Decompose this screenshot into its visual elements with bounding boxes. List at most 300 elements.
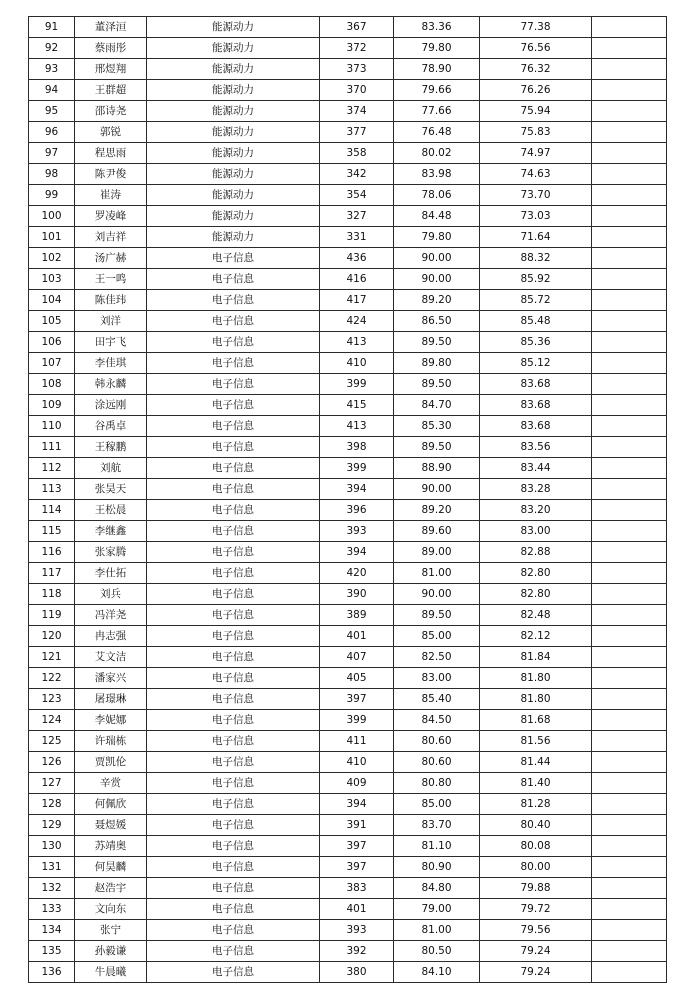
total-score-cell: 81.40: [480, 773, 592, 794]
note-cell: [592, 59, 667, 80]
table-row: [29, 752, 667, 773]
total-score-cell: 74.97: [480, 143, 592, 164]
major-cell: 能源动力: [147, 101, 320, 122]
name-cell: 何昊麟: [75, 857, 147, 878]
table-row: [29, 584, 667, 605]
name-cell: 罗凌峰: [75, 206, 147, 227]
interview-score-cell: 89.50: [394, 332, 480, 353]
score-cell: 413: [320, 332, 394, 353]
name-cell: 贾凯伦: [75, 752, 147, 773]
total-score-cell: 81.80: [480, 689, 592, 710]
interview-score-cell: 81.00: [394, 920, 480, 941]
interview-score-cell: 81.10: [394, 836, 480, 857]
rank-cell: 118: [29, 584, 75, 605]
total-score-cell: 83.44: [480, 458, 592, 479]
table-row: [29, 17, 667, 38]
table-row: [29, 332, 667, 353]
interview-score-cell: 83.36: [394, 17, 480, 38]
note-cell: [592, 857, 667, 878]
rank-cell: 124: [29, 710, 75, 731]
total-score-cell: 82.88: [480, 542, 592, 563]
score-cell: 397: [320, 689, 394, 710]
interview-score-cell: 84.10: [394, 962, 480, 983]
rank-cell: 109: [29, 395, 75, 416]
score-cell: 411: [320, 731, 394, 752]
score-cell: 415: [320, 395, 394, 416]
interview-score-cell: 89.50: [394, 374, 480, 395]
major-cell: 电子信息: [147, 605, 320, 626]
table-row: [29, 437, 667, 458]
table-row: [29, 38, 667, 59]
score-cell: 416: [320, 269, 394, 290]
interview-score-cell: 81.00: [394, 563, 480, 584]
name-cell: 潘家兴: [75, 668, 147, 689]
major-cell: 电子信息: [147, 416, 320, 437]
interview-score-cell: 84.80: [394, 878, 480, 899]
name-cell: 刘航: [75, 458, 147, 479]
table-row: [29, 143, 667, 164]
major-cell: 电子信息: [147, 248, 320, 269]
rank-cell: 97: [29, 143, 75, 164]
score-cell: 407: [320, 647, 394, 668]
score-cell: 401: [320, 899, 394, 920]
total-score-cell: 83.68: [480, 374, 592, 395]
interview-score-cell: 90.00: [394, 248, 480, 269]
score-cell: 391: [320, 815, 394, 836]
total-score-cell: 83.20: [480, 500, 592, 521]
total-score-cell: 85.72: [480, 290, 592, 311]
rank-cell: 93: [29, 59, 75, 80]
interview-score-cell: 88.90: [394, 458, 480, 479]
note-cell: [592, 290, 667, 311]
rank-cell: 114: [29, 500, 75, 521]
table-row: [29, 731, 667, 752]
table-row: [29, 311, 667, 332]
note-cell: [592, 500, 667, 521]
note-cell: [592, 416, 667, 437]
note-cell: [592, 878, 667, 899]
total-score-cell: 81.68: [480, 710, 592, 731]
interview-score-cell: 84.70: [394, 395, 480, 416]
rank-cell: 105: [29, 311, 75, 332]
total-score-cell: 82.48: [480, 605, 592, 626]
score-cell: 327: [320, 206, 394, 227]
table-row: [29, 416, 667, 437]
rank-cell: 119: [29, 605, 75, 626]
major-cell: 电子信息: [147, 563, 320, 584]
name-cell: 李继鑫: [75, 521, 147, 542]
name-cell: 邵诗尧: [75, 101, 147, 122]
rank-cell: 123: [29, 689, 75, 710]
note-cell: [592, 332, 667, 353]
major-cell: 电子信息: [147, 962, 320, 983]
score-cell: 409: [320, 773, 394, 794]
note-cell: [592, 731, 667, 752]
table-row: [29, 185, 667, 206]
rank-cell: 120: [29, 626, 75, 647]
total-score-cell: 82.80: [480, 563, 592, 584]
table-row: [29, 101, 667, 122]
rank-cell: 108: [29, 374, 75, 395]
total-score-cell: 81.28: [480, 794, 592, 815]
major-cell: 电子信息: [147, 332, 320, 353]
total-score-cell: 79.88: [480, 878, 592, 899]
rank-cell: 98: [29, 164, 75, 185]
results-table: [28, 16, 667, 983]
interview-score-cell: 80.60: [394, 731, 480, 752]
rank-cell: 134: [29, 920, 75, 941]
major-cell: 电子信息: [147, 941, 320, 962]
name-cell: 张家腾: [75, 542, 147, 563]
major-cell: 电子信息: [147, 626, 320, 647]
name-cell: 王稼鹏: [75, 437, 147, 458]
table-row: [29, 794, 667, 815]
major-cell: 电子信息: [147, 647, 320, 668]
note-cell: [592, 752, 667, 773]
table-row: [29, 80, 667, 101]
interview-score-cell: 77.66: [394, 101, 480, 122]
major-cell: 能源动力: [147, 206, 320, 227]
total-score-cell: 74.63: [480, 164, 592, 185]
rank-cell: 106: [29, 332, 75, 353]
total-score-cell: 83.56: [480, 437, 592, 458]
interview-score-cell: 85.00: [394, 794, 480, 815]
score-cell: 410: [320, 752, 394, 773]
total-score-cell: 79.56: [480, 920, 592, 941]
interview-score-cell: 89.60: [394, 521, 480, 542]
major-cell: 电子信息: [147, 584, 320, 605]
note-cell: [592, 668, 667, 689]
total-score-cell: 79.24: [480, 941, 592, 962]
rank-cell: 125: [29, 731, 75, 752]
total-score-cell: 85.12: [480, 353, 592, 374]
total-score-cell: 88.32: [480, 248, 592, 269]
table-row: [29, 521, 667, 542]
table-row: [29, 290, 667, 311]
total-score-cell: 83.28: [480, 479, 592, 500]
rank-cell: 128: [29, 794, 75, 815]
major-cell: 电子信息: [147, 290, 320, 311]
interview-score-cell: 89.50: [394, 605, 480, 626]
score-cell: 413: [320, 416, 394, 437]
total-score-cell: 73.70: [480, 185, 592, 206]
interview-score-cell: 83.98: [394, 164, 480, 185]
interview-score-cell: 84.50: [394, 710, 480, 731]
score-cell: 389: [320, 605, 394, 626]
note-cell: [592, 689, 667, 710]
table-row: [29, 689, 667, 710]
major-cell: 能源动力: [147, 164, 320, 185]
total-score-cell: 83.00: [480, 521, 592, 542]
major-cell: 电子信息: [147, 878, 320, 899]
score-cell: 424: [320, 311, 394, 332]
interview-score-cell: 78.06: [394, 185, 480, 206]
note-cell: [592, 101, 667, 122]
score-cell: 380: [320, 962, 394, 983]
major-cell: 电子信息: [147, 668, 320, 689]
name-cell: 孙毅谦: [75, 941, 147, 962]
interview-score-cell: 80.80: [394, 773, 480, 794]
score-cell: 354: [320, 185, 394, 206]
note-cell: [592, 353, 667, 374]
score-cell: 358: [320, 143, 394, 164]
note-cell: [592, 269, 667, 290]
rank-cell: 126: [29, 752, 75, 773]
note-cell: [592, 773, 667, 794]
name-cell: 刘洋: [75, 311, 147, 332]
major-cell: 能源动力: [147, 143, 320, 164]
rank-cell: 91: [29, 17, 75, 38]
major-cell: 电子信息: [147, 353, 320, 374]
major-cell: 电子信息: [147, 731, 320, 752]
major-cell: 电子信息: [147, 857, 320, 878]
table-row: [29, 248, 667, 269]
table-row: [29, 899, 667, 920]
major-cell: 电子信息: [147, 374, 320, 395]
rank-cell: 136: [29, 962, 75, 983]
total-score-cell: 76.56: [480, 38, 592, 59]
rank-cell: 133: [29, 899, 75, 920]
rank-cell: 111: [29, 437, 75, 458]
major-cell: 能源动力: [147, 227, 320, 248]
note-cell: [592, 395, 667, 416]
score-cell: 383: [320, 878, 394, 899]
interview-score-cell: 78.90: [394, 59, 480, 80]
rank-cell: 129: [29, 815, 75, 836]
total-score-cell: 75.94: [480, 101, 592, 122]
total-score-cell: 81.44: [480, 752, 592, 773]
table-row: [29, 815, 667, 836]
rank-cell: 95: [29, 101, 75, 122]
interview-score-cell: 76.48: [394, 122, 480, 143]
score-cell: 399: [320, 374, 394, 395]
table-row: [29, 458, 667, 479]
table-row: [29, 836, 667, 857]
table-row: [29, 59, 667, 80]
name-cell: 屠璟琳: [75, 689, 147, 710]
rank-cell: 113: [29, 479, 75, 500]
name-cell: 邢煜翔: [75, 59, 147, 80]
name-cell: 王一鸣: [75, 269, 147, 290]
table-row: [29, 374, 667, 395]
note-cell: [592, 626, 667, 647]
total-score-cell: 81.56: [480, 731, 592, 752]
name-cell: 陈佳玮: [75, 290, 147, 311]
major-cell: 电子信息: [147, 773, 320, 794]
note-cell: [592, 920, 667, 941]
major-cell: 电子信息: [147, 500, 320, 521]
score-cell: 417: [320, 290, 394, 311]
table-row: [29, 710, 667, 731]
major-cell: 电子信息: [147, 899, 320, 920]
note-cell: [592, 458, 667, 479]
note-cell: [592, 563, 667, 584]
table-row: [29, 479, 667, 500]
major-cell: 能源动力: [147, 38, 320, 59]
name-cell: 许瑞栋: [75, 731, 147, 752]
note-cell: [592, 815, 667, 836]
total-score-cell: 75.83: [480, 122, 592, 143]
table-row: [29, 941, 667, 962]
name-cell: 刘兵: [75, 584, 147, 605]
name-cell: 汤广赫: [75, 248, 147, 269]
total-score-cell: 76.32: [480, 59, 592, 80]
table-row: [29, 206, 667, 227]
interview-score-cell: 80.90: [394, 857, 480, 878]
name-cell: 文向东: [75, 899, 147, 920]
major-cell: 能源动力: [147, 17, 320, 38]
name-cell: 程思雨: [75, 143, 147, 164]
table-row: [29, 962, 667, 983]
note-cell: [592, 647, 667, 668]
total-score-cell: 73.03: [480, 206, 592, 227]
major-cell: 电子信息: [147, 794, 320, 815]
score-cell: 396: [320, 500, 394, 521]
rank-cell: 115: [29, 521, 75, 542]
major-cell: 电子信息: [147, 479, 320, 500]
interview-score-cell: 82.50: [394, 647, 480, 668]
rank-cell: 96: [29, 122, 75, 143]
total-score-cell: 83.68: [480, 395, 592, 416]
major-cell: 电子信息: [147, 311, 320, 332]
name-cell: 王群超: [75, 80, 147, 101]
score-cell: 377: [320, 122, 394, 143]
rank-cell: 132: [29, 878, 75, 899]
major-cell: 电子信息: [147, 542, 320, 563]
rank-cell: 92: [29, 38, 75, 59]
score-cell: 405: [320, 668, 394, 689]
name-cell: 何佩欣: [75, 794, 147, 815]
total-score-cell: 85.48: [480, 311, 592, 332]
score-cell: 367: [320, 17, 394, 38]
name-cell: 张宁: [75, 920, 147, 941]
total-score-cell: 76.26: [480, 80, 592, 101]
note-cell: [592, 17, 667, 38]
name-cell: 田宇飞: [75, 332, 147, 353]
note-cell: [592, 185, 667, 206]
score-cell: 420: [320, 563, 394, 584]
rank-cell: 100: [29, 206, 75, 227]
score-cell: 393: [320, 920, 394, 941]
name-cell: 冯洋尧: [75, 605, 147, 626]
score-cell: 397: [320, 836, 394, 857]
note-cell: [592, 479, 667, 500]
score-cell: 398: [320, 437, 394, 458]
major-cell: 电子信息: [147, 815, 320, 836]
rank-cell: 131: [29, 857, 75, 878]
interview-score-cell: 89.00: [394, 542, 480, 563]
major-cell: 电子信息: [147, 521, 320, 542]
interview-score-cell: 79.66: [394, 80, 480, 101]
table-row: [29, 164, 667, 185]
major-cell: 电子信息: [147, 752, 320, 773]
table-row: [29, 269, 667, 290]
name-cell: 谷禹卓: [75, 416, 147, 437]
table-row: [29, 878, 667, 899]
interview-score-cell: 80.60: [394, 752, 480, 773]
table-row: [29, 353, 667, 374]
table-row: [29, 626, 667, 647]
major-cell: 能源动力: [147, 80, 320, 101]
score-cell: 370: [320, 80, 394, 101]
rank-cell: 102: [29, 248, 75, 269]
score-cell: 399: [320, 458, 394, 479]
note-cell: [592, 227, 667, 248]
name-cell: 苏靖奥: [75, 836, 147, 857]
major-cell: 电子信息: [147, 458, 320, 479]
name-cell: 李妮娜: [75, 710, 147, 731]
name-cell: 蔡雨彤: [75, 38, 147, 59]
interview-score-cell: 89.20: [394, 500, 480, 521]
total-score-cell: 80.40: [480, 815, 592, 836]
rank-cell: 99: [29, 185, 75, 206]
table-row: [29, 920, 667, 941]
score-cell: 399: [320, 710, 394, 731]
table-row: [29, 227, 667, 248]
name-cell: 聂煜媛: [75, 815, 147, 836]
rank-cell: 107: [29, 353, 75, 374]
note-cell: [592, 143, 667, 164]
name-cell: 郭锐: [75, 122, 147, 143]
table-row: [29, 542, 667, 563]
interview-score-cell: 79.80: [394, 38, 480, 59]
table-row: [29, 773, 667, 794]
score-cell: 372: [320, 38, 394, 59]
interview-score-cell: 90.00: [394, 584, 480, 605]
note-cell: [592, 521, 667, 542]
name-cell: 董泽洹: [75, 17, 147, 38]
interview-score-cell: 80.50: [394, 941, 480, 962]
interview-score-cell: 89.80: [394, 353, 480, 374]
note-cell: [592, 542, 667, 563]
score-cell: 394: [320, 794, 394, 815]
name-cell: 牛晨曦: [75, 962, 147, 983]
name-cell: 艾文洁: [75, 647, 147, 668]
name-cell: 王松晨: [75, 500, 147, 521]
score-cell: 373: [320, 59, 394, 80]
name-cell: 陈尹俊: [75, 164, 147, 185]
note-cell: [592, 248, 667, 269]
table-row: [29, 122, 667, 143]
table-row: [29, 857, 667, 878]
interview-score-cell: 89.20: [394, 290, 480, 311]
total-score-cell: 81.80: [480, 668, 592, 689]
major-cell: 电子信息: [147, 836, 320, 857]
score-cell: 374: [320, 101, 394, 122]
score-cell: 394: [320, 542, 394, 563]
interview-score-cell: 83.00: [394, 668, 480, 689]
score-cell: 393: [320, 521, 394, 542]
interview-score-cell: 79.00: [394, 899, 480, 920]
name-cell: 崔涛: [75, 185, 147, 206]
total-score-cell: 85.92: [480, 269, 592, 290]
table-row: [29, 395, 667, 416]
results-table-body: [29, 17, 667, 983]
total-score-cell: 83.68: [480, 416, 592, 437]
total-score-cell: 82.80: [480, 584, 592, 605]
major-cell: 电子信息: [147, 269, 320, 290]
score-cell: 410: [320, 353, 394, 374]
rank-cell: 112: [29, 458, 75, 479]
note-cell: [592, 605, 667, 626]
rank-cell: 127: [29, 773, 75, 794]
rank-cell: 122: [29, 668, 75, 689]
name-cell: 张昊天: [75, 479, 147, 500]
interview-score-cell: 84.48: [394, 206, 480, 227]
score-cell: 401: [320, 626, 394, 647]
total-score-cell: 77.38: [480, 17, 592, 38]
total-score-cell: 71.64: [480, 227, 592, 248]
